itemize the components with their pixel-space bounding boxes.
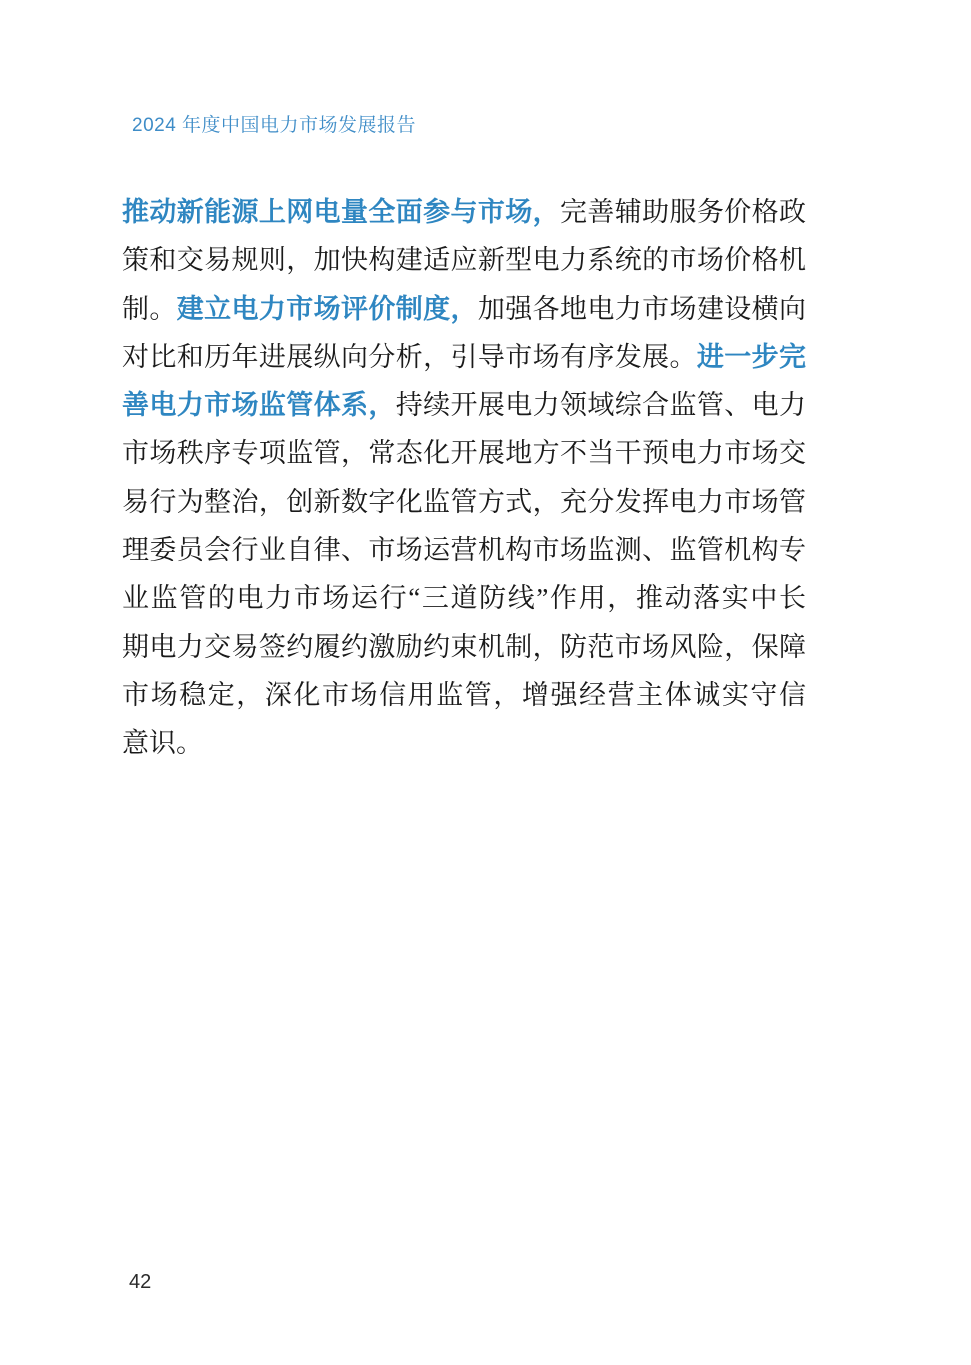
body-text-segment: 加强各地电力市场建设横向 [477,293,806,324]
emphasis-text: 善电力市场监管体系， [122,390,396,421]
body-text-segment: 持续开展电力领域综合监管、电力 [395,390,806,421]
body-text-segment: 策和交易规则，加快构建适应新型电力系统的市场价格机 [122,245,806,276]
body-line [122,671,806,719]
body-text-segment: 对比和历年进展纵向分析，引导市场有序发展。 [122,341,697,372]
body-line [122,333,806,381]
body-text-segment: 市场秩序专项监管，常态化开展地方不当干预电力市场交 [122,438,806,469]
body-text-segment: 意识。 [122,728,203,759]
body-text-segment: 制。 [122,293,177,324]
body-line [122,236,806,284]
body-line [122,526,806,574]
body-line [122,623,806,671]
body-text-segment: 易行为整治，创新数字化监管方式，充分发挥电力市场管 [122,486,806,517]
body-line [122,285,806,333]
body-line [122,478,806,526]
body-text-segment: 市场稳定，深化市场信用监管，增强经营主体诚实守信 [122,679,806,710]
body-line [122,188,806,236]
body-line [122,381,806,429]
page-number: 42 [129,1271,152,1293]
emphasis-text: 进一步完 [696,341,806,372]
emphasis-text: 建立电力市场评价制度， [176,293,478,324]
body-text-segment: 理委员会行业自律、市场运营机构市场监测、监管机构专 [122,535,806,566]
body-line [122,719,806,767]
body-text-segment: 期电力交易签约履约激励约束机制，防范市场风险，保障 [122,631,806,662]
body-text-segment: 完善辅助服务价格政 [560,197,806,227]
emphasis-text: 推动新能源上网电量全面参与市场， [122,197,560,227]
body-text-segment: 业监管的电力市场运行“三道防线”作用，推动落实中长 [122,583,806,614]
running-header: 2024 年度中国电力市场发展报告 [132,115,417,136]
body-line [122,574,806,622]
body-line [122,429,806,477]
body-paragraph [122,188,806,768]
